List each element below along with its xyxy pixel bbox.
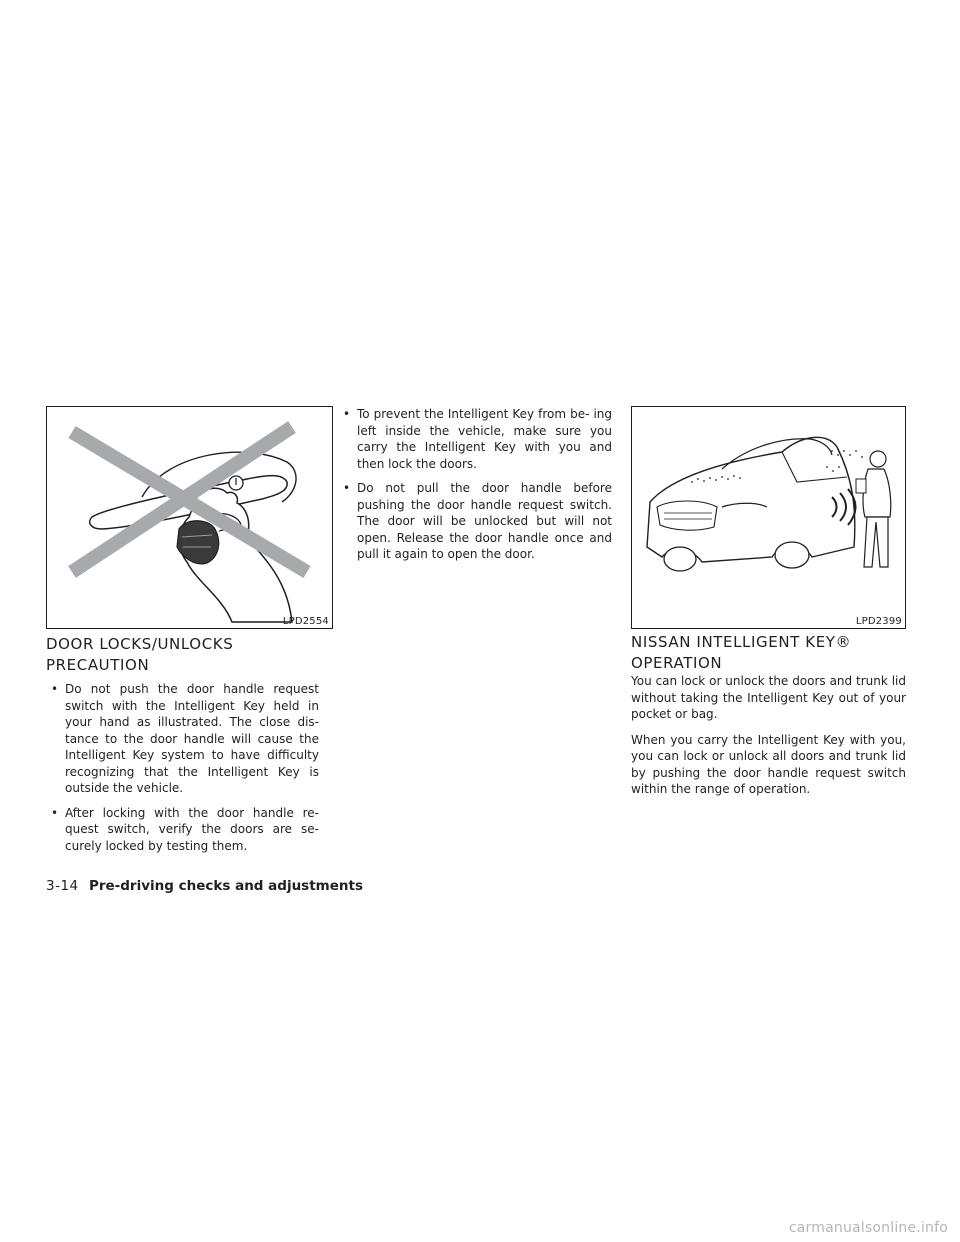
section-title: Pre-driving checks and adjustments [88,878,363,894]
bullet-icon: • [51,682,59,696]
watermark: carmanualsonline.info [788,1220,948,1236]
middle-column-text [338,406,612,571]
precaution-list-continued [338,406,612,563]
figure-label: LPD2554 [282,616,329,627]
figure-intelligent-key-operation [631,406,906,629]
bullet-icon: • [343,407,351,421]
precaution-list [46,681,319,854]
paragraph: When you carry the Intelligent Key with you, you can lock or unlock all doors and trunk lid by pushing the door handle request switch within the range of operation. [631,732,906,796]
section-heading-door-locks: DOOR LOCKS/UNLOCKS PRECAUTION [46,635,234,674]
right-column-text [631,673,906,807]
door-handle-illustration [47,407,333,629]
page-footer [46,878,363,894]
figure-door-handle-warning [46,406,333,629]
list-item: • Do not pull the door handle before pushing the door handle request switch. The door will be unlocked but will not open. Release the door handle once and pull it again to open the door. [343,481,612,561]
section-heading-intelligent-key: NISSAN INTELLIGENT KEY® OPERATION [631,633,852,672]
list-item: • To prevent the Intelligent Key from be- ing left inside the vehicle, make sure you carry the Intelligent Key with you and then lock the doors. [343,407,612,471]
list-item: • Do not push the door handle request switch with the Intelligent Key held in your hand as illustrated. The close dis- tance to the door handle will cause the Intelligent Key system to have difficulty recognizing that the Intelligent Key is outside the vehicle. [51,682,319,795]
left-column-text [46,681,319,862]
figure-label: LPD2399 [855,616,902,627]
bullet-icon: • [343,481,351,495]
page-number: 3-14 [46,878,79,894]
bullet-icon: • [51,805,59,820]
list-item: • After locking with the door handle re- quest switch, verify the doors are se- curely locked by testing them. [51,805,319,853]
car-and-person-illustration [632,407,906,629]
paragraph: You can lock or unlock the doors and trunk lid without taking the Intelligent Key out of your pocket or bag. [631,674,906,721]
